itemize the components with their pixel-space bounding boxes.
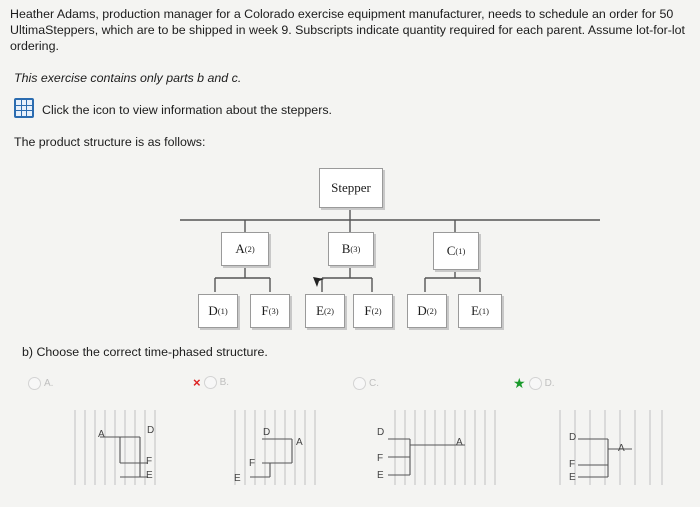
tree-node-e-under-c: E (1)	[458, 294, 502, 328]
option-a-radio[interactable]	[28, 377, 41, 390]
tree-node-a: A (2)	[221, 232, 269, 266]
thumb-a-label-e: E	[146, 470, 153, 481]
tree-node-stepper: Stepper	[319, 168, 383, 208]
steppers-info-link[interactable]: Click the icon to view information about the steppers.	[42, 103, 332, 117]
option-d[interactable]: ★ D.	[513, 375, 555, 391]
thumb-a-label-a: A	[98, 429, 105, 440]
option-a[interactable]: A.	[28, 377, 53, 390]
option-c[interactable]: C.	[353, 377, 379, 390]
tree-node-d-under-a: D (1)	[198, 294, 238, 328]
structure-intro: The product structure is as follows:	[14, 135, 206, 149]
option-d-radio[interactable]	[529, 377, 542, 390]
option-b[interactable]: × B.	[193, 375, 230, 390]
tree-node-c: C (1)	[433, 232, 479, 270]
thumb-d-label-a: A	[618, 443, 625, 454]
tree-node-f-under-b: F (2)	[353, 294, 393, 328]
tree-node-d-under-c: D (2)	[407, 294, 447, 328]
thumb-a-label-d: D	[147, 425, 155, 436]
thumb-c-label-d: D	[377, 427, 385, 438]
question-b: b) Choose the correct time-phased structure.	[22, 345, 268, 359]
thumb-c-label-f: F	[377, 453, 384, 464]
option-b-radio[interactable]	[204, 376, 217, 389]
time-phased-thumbnails	[0, 395, 700, 507]
thumb-b-label-d: D	[263, 427, 271, 438]
option-c-radio[interactable]	[353, 377, 366, 390]
tree-node-e-under-b: E (2)	[305, 294, 345, 328]
thumb-c-label-e: E	[377, 470, 384, 481]
thumb-d-label-d: D	[569, 432, 577, 443]
correct-star-icon: ★	[513, 375, 526, 391]
thumb-d-label-e: E	[569, 472, 576, 483]
problem-text: Heather Adams, production manager for a Colorado exercise equipment manufacturer, needs to schedule an order for 50 UltimaSteppers, which are to be shipped in week 9. Subscripts indicate quantity required for each parent. Assume lot-for-lot ordering.	[10, 7, 685, 53]
tree-node-b: B (3)	[328, 232, 374, 266]
exercise-note: This exercise contains only parts b and c.	[14, 71, 242, 85]
tree-node-f-under-a: F (3)	[250, 294, 290, 328]
incorrect-mark-icon: ×	[193, 375, 201, 390]
thumb-a-label-f: F	[146, 456, 153, 467]
thumb-b-label-a: A	[296, 437, 303, 448]
thumb-b-label-e: E	[234, 473, 241, 484]
thumb-d-label-f: F	[569, 459, 576, 470]
thumb-c-label-a: A	[456, 437, 463, 448]
thumb-b-label-f: F	[249, 458, 256, 469]
